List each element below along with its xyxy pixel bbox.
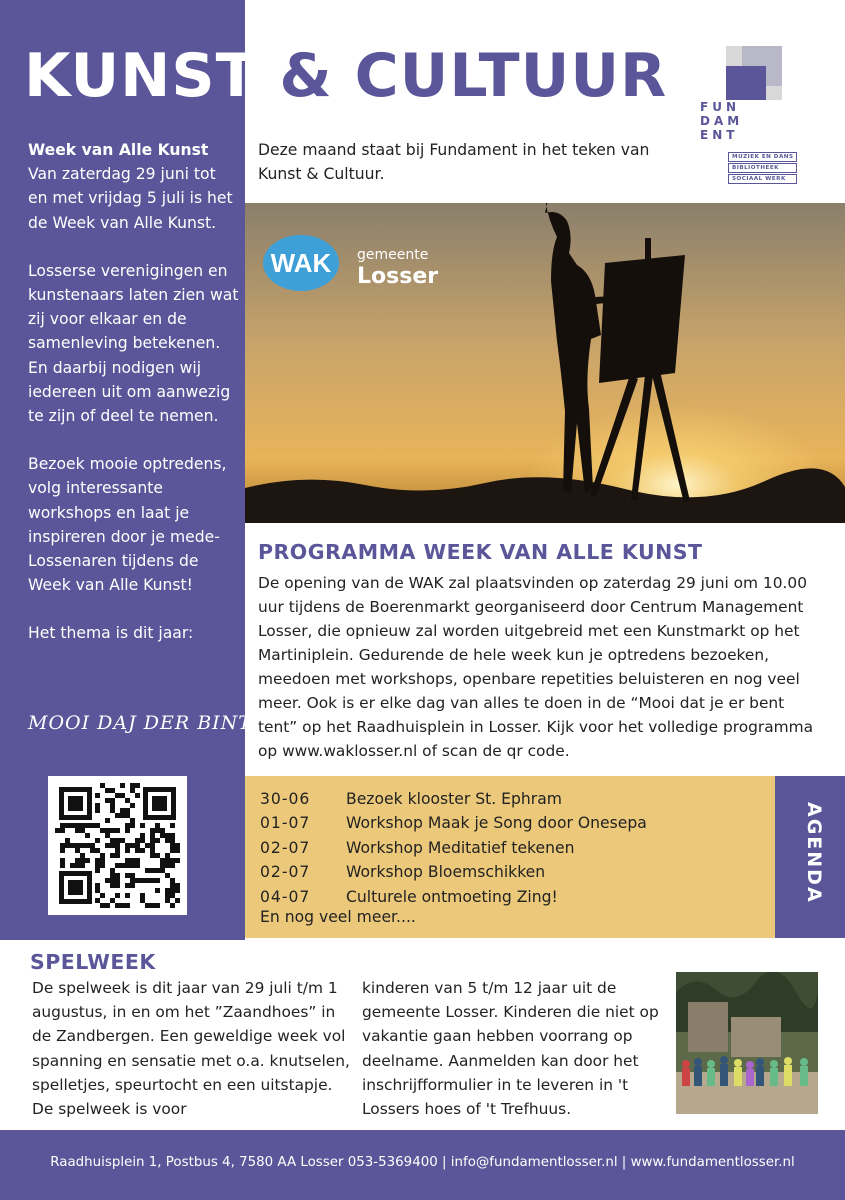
wak-badge-text: WAK [270,248,332,278]
footer-contact: Raadhuisplein 1, Postbus 4, 7580 AA Losser 053-5369400 | info@fundamentlosser.nl | www.fundamentlosser.nl [50,1155,795,1170]
agenda-event: Workshop Meditatief tekenen [346,838,575,857]
qr-code[interactable] [48,776,187,915]
agenda-event: Workshop Bloemschikken [346,863,546,882]
programma-text: De opening van de WAK zal plaatsvinden op zaterdag 29 juni om 10.00 uur tijdens de Boerenmarkt georganiseerd door Centrum Management Losser, die opnieuw zal worden uitgebreid met een Kunstmarkt op het Martiniplein. Gedurende de hele week kun je optredens bezoeken, meedoen met workshops, openbare repetities beluisteren en nog veel meer. Ook is er elke dag van alles te doen in de “Mooi dat je er bent tent” op het Raadhuisplein in Losser. Kijk voor het volledige programma op www.waklosser.nl of scan de qr code. [258,574,814,760]
agenda-more: En nog veel meer.... [260,908,416,926]
agenda-event: Workshop Maak je Song door Onesepa [346,814,647,833]
sidebar-paragraph-2: Losserse verenigingen en kunstenaars laten zien wat zij voor elkaar en de samenleving betekenen. En daarbij nodigen wij iedereen uit om aanwezig te zijn of deel te nemen. [28,261,239,426]
intro-text: Deze maand staat bij Fundament in het teken van Kunst & Cultuur. [258,141,650,183]
agenda-date: 02-07 [260,838,311,857]
agenda-item [260,787,647,811]
agenda-event: Culturele ontmoeting Zing! [346,887,558,906]
logo-tag: BIBLIOTHEEK [728,163,797,173]
sidebar-paragraph-4: Het thema is dit jaar: [28,624,194,643]
agenda-list [260,787,647,909]
agenda-date: 01-07 [260,814,311,833]
logo-tag: MUZIEK EN DANS [728,152,797,162]
painter-silhouette-photo [245,203,845,523]
fundament-logo [700,44,810,194]
sidebar-subtitle: Week van Alle Kunst [28,141,209,159]
spelweek-title: SPELWEEK [30,950,156,974]
sidebar-text [28,138,240,670]
agenda-label: AGENDA [803,802,825,904]
logo-tag: SOCIAAL WERK [728,174,797,184]
wak-logo-line1: gemeente [357,247,429,263]
wak-logo-line2: Losser [357,264,439,289]
agenda-item [260,811,647,835]
agenda-item [260,885,647,909]
spelweek-group-photo [676,972,818,1114]
spelweek-text-col1: De spelweek is dit jaar van 29 juli t/m 1 augustus, in en om het ”Zaandhoes” in de Zandbergen. Een geweldige week vol spanning en sensatie met o.a. knutselen, spelletjes, speurtocht en een uitstapje. De spelweek is voor [32,979,350,1119]
page-title [24,40,667,112]
sidebar-paragraph-3: Bezoek mooie optredens, volg interessante workshops en laat je inspireren door je mede-Lossenaren tijdens de Week van Alle Kunst! [28,455,227,595]
programma-title: PROGRAMMA WEEK VAN ALLE KUNST [258,540,703,564]
spelweek-text-col2: kinderen van 5 t/m 12 jaar uit de gemeente Losser. Kinderen die niet op vakantie gaan hebben voorrang op deelname. Aanmelden kan door het inschrijfformulier in te leveren in 't Lossers hoes of 't Trefhuus. [362,979,659,1119]
logo-tags [728,152,797,185]
agenda-item [260,860,647,884]
qr-code-graphic [55,783,180,908]
logo-wordmark: FUN DAM ENT [700,100,744,142]
agenda-item [260,836,647,860]
title-part-cultuur: & CULTUUR [279,41,668,111]
agenda-date: 30-06 [260,790,311,808]
title-part-kunst: KUNST [24,41,258,111]
agenda-date: 02-07 [260,863,311,882]
agenda-date: 04-07 [260,887,311,906]
sidebar-paragraph-1: Van zaterdag 29 juni tot en met vrijdag 5 juli is het de Week van Alle Kunst. [28,165,233,232]
agenda-event: Bezoek klooster St. Ephram [346,790,562,808]
theme-motto: MOOI DAJ DER BINT! [28,712,261,734]
